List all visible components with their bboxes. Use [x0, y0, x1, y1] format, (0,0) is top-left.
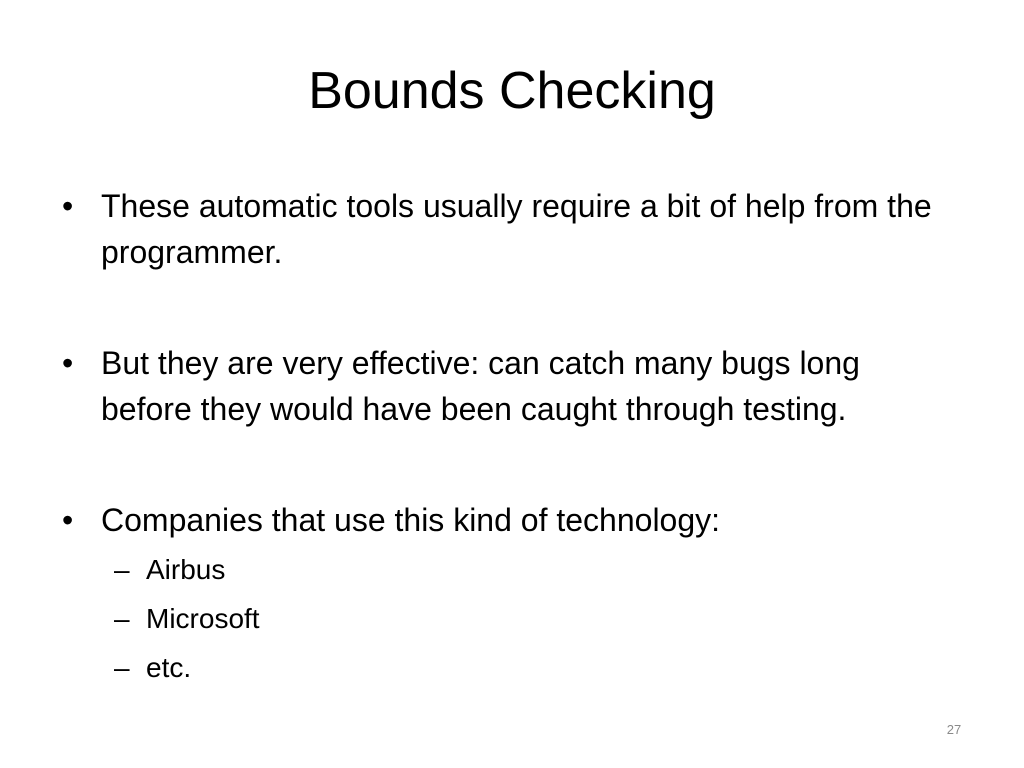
subbullet-marker: – — [114, 603, 130, 634]
bullet-item-tools — [56, 183, 956, 275]
bullet-text: These automatic tools usually require a bit of help from the programmer. — [101, 188, 932, 270]
slide-title: Bounds Checking — [308, 62, 716, 120]
page-number: 27 — [946, 722, 962, 737]
company-name: etc. — [146, 652, 192, 683]
bullet-marker: • — [62, 345, 74, 381]
bullet-marker: • — [62, 502, 74, 538]
bullet-group-companies — [56, 497, 956, 692]
bullet-item-effective — [56, 340, 956, 432]
company-item-microsoft — [56, 594, 956, 643]
company-item-etc — [56, 643, 956, 692]
company-name: Airbus — [146, 554, 226, 585]
bullet-text: But they are very effective: can catch many bugs long before they would have been caught through testing. — [101, 345, 860, 427]
bullet-marker: • — [62, 188, 74, 224]
bullet-text: Companies that use this kind of technology: — [101, 502, 721, 538]
slide-content — [56, 183, 956, 692]
company-item-airbus — [56, 545, 956, 594]
subbullet-marker: – — [114, 554, 130, 585]
company-name: Microsoft — [146, 603, 260, 634]
bullet-item-companies — [56, 497, 956, 543]
company-list — [56, 545, 956, 692]
subbullet-marker: – — [114, 652, 130, 683]
